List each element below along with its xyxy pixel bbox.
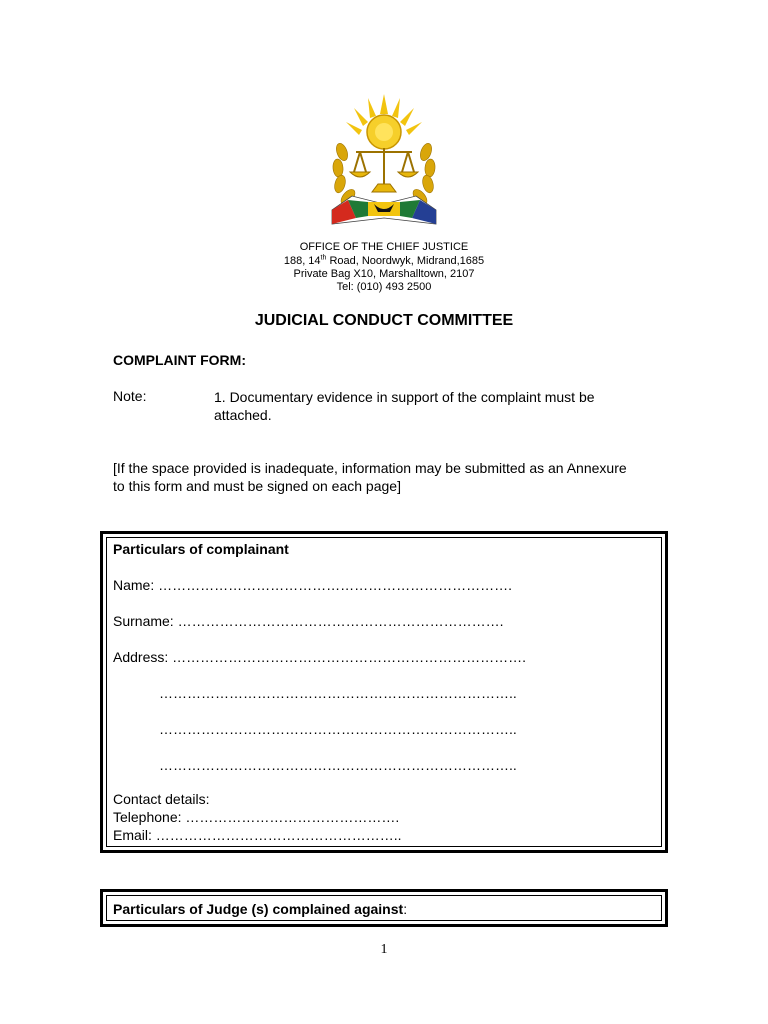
office-telephone: Tel: (010) 493 2500 (336, 281, 432, 293)
office-address: 188, 14th Road, Noordwyk, Midrand,1685 (283, 254, 485, 267)
complainant-heading: Particulars of complainant (113, 541, 289, 557)
coat-of-arms-icon (328, 92, 440, 228)
email-field[interactable]: Email: …………………………………………….. (113, 827, 402, 843)
judge-heading: Particulars of Judge (s) complained against: (113, 901, 408, 917)
form-label: COMPLAINT FORM: (113, 352, 246, 368)
office-name: OFFICE OF THE CHIEF JUSTICE (299, 241, 469, 253)
judiciary-emblem (328, 92, 440, 228)
contact-details-label: Contact details: (113, 791, 210, 807)
annexure-note: [If the space provided is inadequate, information may be submitted as an Annexure to this form and must be signed on each page] (113, 460, 627, 494)
office-private-bag: Private Bag X10, Marshalltown, 2107 (293, 268, 475, 280)
address-line-4[interactable]: ………………………………………………………………….. (159, 757, 517, 773)
note-text: 1. Documentary evidence in support of the complaint must be attached. (214, 389, 595, 423)
page-number: 1 (380, 942, 388, 957)
surname-field[interactable]: Surname: ……………………………………………………………. (113, 613, 504, 629)
complainant-section (100, 531, 668, 853)
note-label: Note: (113, 388, 147, 404)
address-line-3[interactable]: ………………………………………………………………….. (159, 721, 517, 737)
document-title: JUDICIAL CONDUCT COMMITTEE (254, 312, 514, 329)
name-field[interactable]: Name: …………………………………………………………………. (113, 577, 513, 593)
address-line-2[interactable]: ………………………………………………………………….. (159, 685, 517, 701)
telephone-field[interactable]: Telephone: ………………………………………. (113, 809, 400, 825)
judge-section (100, 889, 668, 927)
address-field[interactable]: Address: …………………………………………………………………. (113, 649, 527, 665)
